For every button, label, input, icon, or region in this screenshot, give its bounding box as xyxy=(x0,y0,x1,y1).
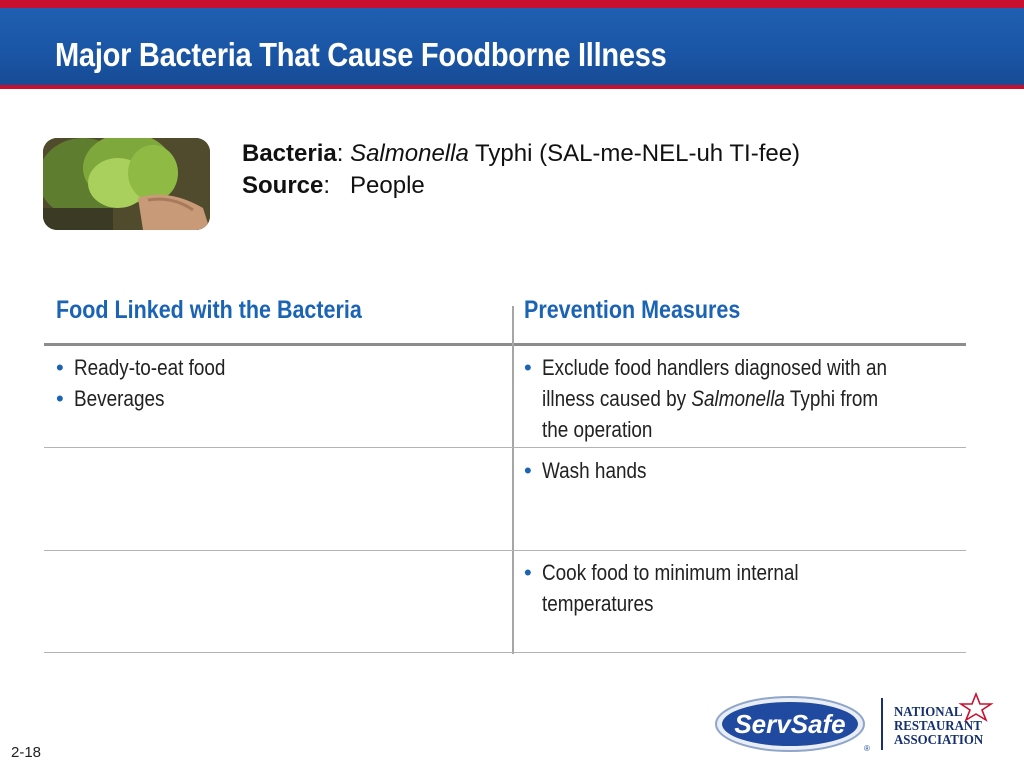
nra-wordmark xyxy=(894,706,983,748)
title-bar xyxy=(0,0,1024,85)
lettuce-photo xyxy=(43,138,210,230)
prevention-3-line-2: temperatures xyxy=(542,591,654,616)
prevention-cell-3 xyxy=(518,557,840,619)
source-line xyxy=(242,170,800,202)
source-label: Source xyxy=(242,172,324,199)
list-item xyxy=(518,352,943,445)
list-item xyxy=(50,383,250,414)
prevention-1-line-3: the operation xyxy=(542,417,653,442)
prevention-column-header: Prevention Measures xyxy=(524,296,741,324)
food-item-1: Ready-to-eat food xyxy=(74,355,226,380)
food-item-2: Beverages xyxy=(74,386,165,411)
food-cell xyxy=(50,352,250,414)
prevention-cell-2 xyxy=(518,455,663,486)
logo-separator xyxy=(881,698,883,750)
row-divider-2 xyxy=(44,550,966,551)
bacteria-line xyxy=(242,138,800,170)
header-rule xyxy=(44,343,966,346)
bacteria-species: Typhi (SAL-me-NEL-uh TI-fee) xyxy=(468,140,801,167)
prevention-1-line-2-pre: illness caused by xyxy=(542,386,692,411)
bacteria-label: Bacteria xyxy=(242,140,337,167)
list-item xyxy=(518,455,663,486)
row-divider-3 xyxy=(44,652,966,653)
servsafe-logo xyxy=(714,694,870,754)
list-item xyxy=(50,352,250,383)
title-bar-rule xyxy=(0,85,1024,89)
prevention-cell-1 xyxy=(518,352,943,445)
prevention-2: Wash hands xyxy=(542,458,647,483)
prevention-3-line-1: Cook food to minimum internal xyxy=(542,560,799,585)
source-value: People xyxy=(350,172,425,199)
slide-number: 2-18 xyxy=(11,744,42,761)
bacteria-info xyxy=(242,138,800,202)
svg-text:®: ® xyxy=(864,744,870,753)
nra-logo xyxy=(894,692,1014,754)
nra-line-2: RESTAURANT xyxy=(894,719,982,734)
source-colon: : xyxy=(323,172,351,199)
prevention-1-line-2-post: Typhi from xyxy=(784,386,879,411)
nra-line-3: ASSOCIATION xyxy=(894,733,984,748)
prevention-1-line-2 xyxy=(542,383,878,414)
prevention-1-genus: Salmonella xyxy=(691,386,785,411)
slide-title: Major Bacteria That Cause Foodborne Illness xyxy=(55,36,667,73)
servsafe-logo-text: ServSafe xyxy=(734,709,846,739)
prevention-1-line-1: Exclude food handlers diagnosed with an xyxy=(542,355,888,380)
bacteria-genus: Salmonella xyxy=(350,140,469,167)
list-item xyxy=(518,557,840,619)
food-column-header: Food Linked with the Bacteria xyxy=(56,296,362,324)
nra-line-1: NATIONAL xyxy=(894,705,963,720)
bacteria-colon: : xyxy=(336,140,351,167)
column-divider xyxy=(512,306,514,654)
row-divider-1 xyxy=(44,447,966,448)
